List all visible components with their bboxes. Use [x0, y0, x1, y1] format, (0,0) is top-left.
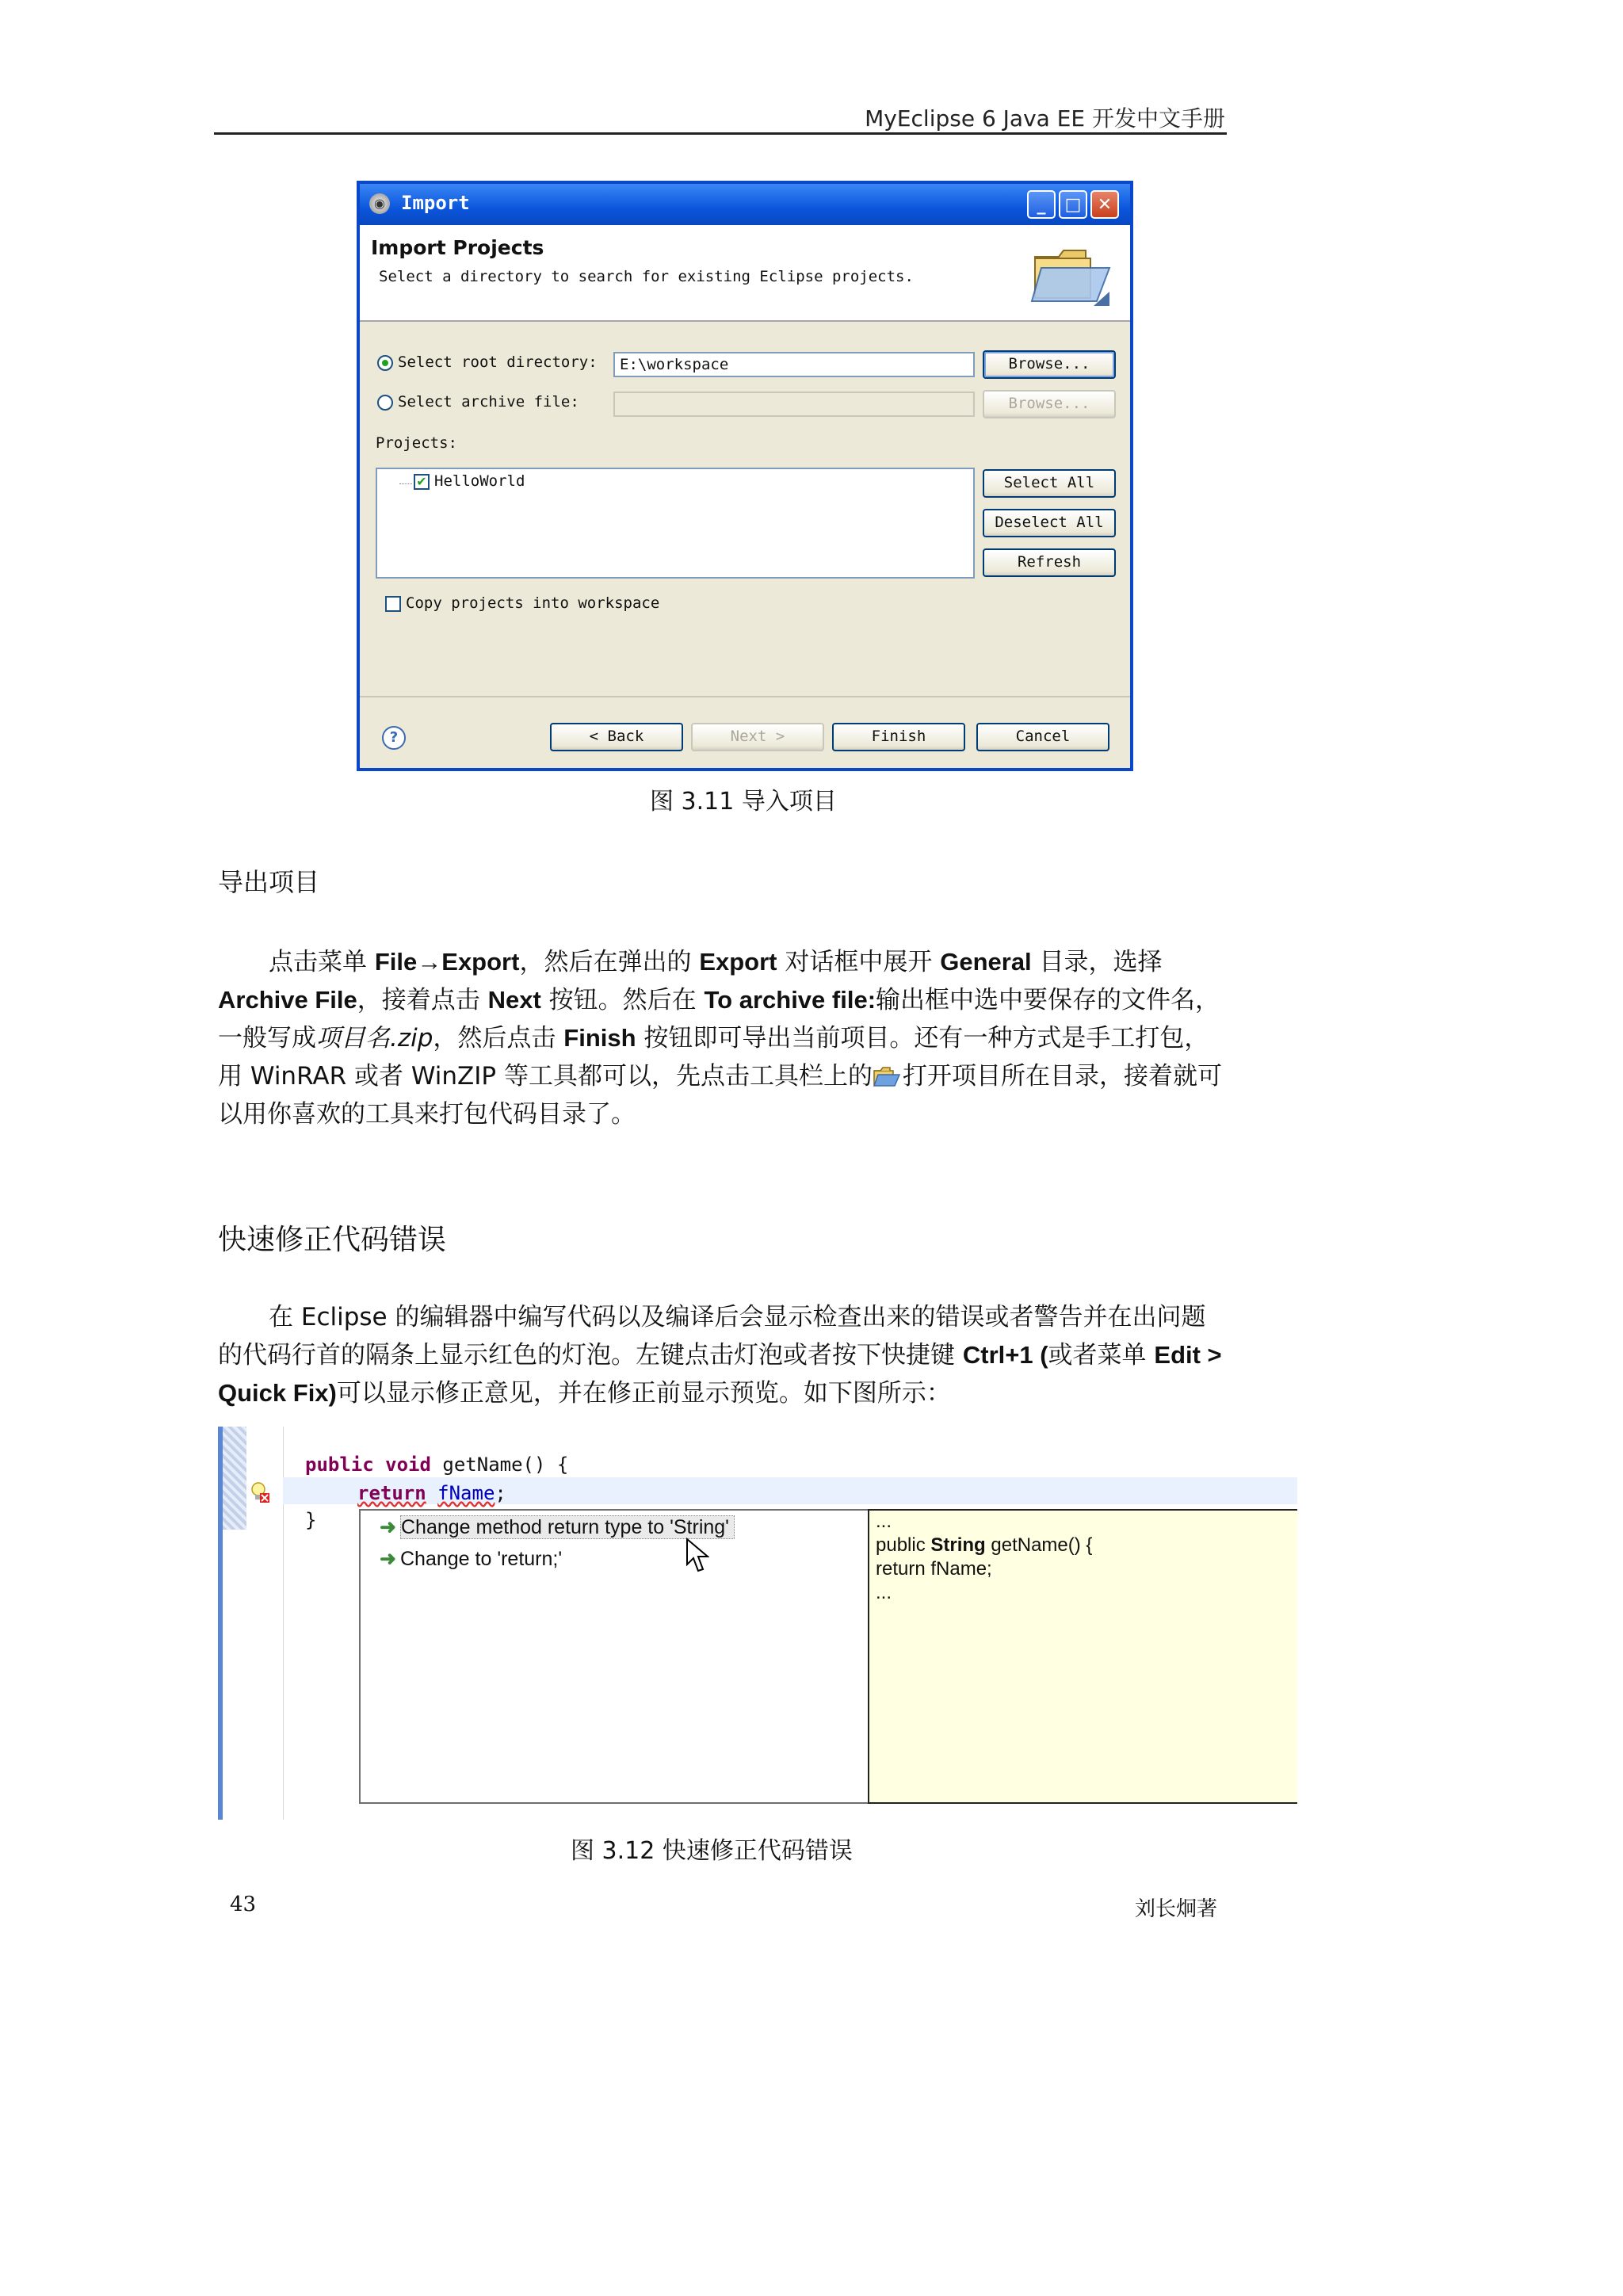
field-name: To archive file: — [704, 986, 876, 1014]
project-checkbox[interactable]: ✔ — [414, 474, 430, 490]
quickfix-screenshot — [218, 1427, 1297, 1820]
dialog-name: Export — [699, 948, 777, 976]
figure-caption-3-11: 图 3.11 导入项目 — [650, 788, 837, 816]
text-run: ，然后在弹出的 — [519, 948, 700, 976]
proposal-label: Change to 'return;' — [400, 1548, 563, 1570]
copy-projects-checkbox[interactable] — [385, 596, 401, 612]
text-run: ，接着点击 — [357, 986, 488, 1014]
help-icon[interactable]: ? — [382, 726, 406, 750]
wizard-name: Archive File — [218, 986, 357, 1014]
change-arrow-icon: ➜ — [380, 1548, 396, 1570]
projects-list[interactable] — [376, 468, 975, 579]
eclipse-app-icon: ◉ — [369, 193, 390, 214]
annotation-ruler — [223, 1427, 246, 1530]
page-number: 43 — [230, 1893, 257, 1916]
button-bar-separator — [360, 696, 1130, 697]
proposal-label: Change method return type to 'String' — [400, 1515, 735, 1539]
button-name: Next — [487, 986, 541, 1014]
quickfix-preview-pane — [868, 1509, 1297, 1804]
minimize-button[interactable]: _ — [1027, 190, 1056, 219]
import-dialog — [357, 181, 1133, 771]
text-run: 在 Eclipse 的编辑器中编写代码以及编译后会显示检查出来的错误或者警告并在出问题的代码行首的隔条上显示红色的灯泡。左键点击灯泡或者按下快捷键 — [218, 1303, 1206, 1370]
close-button[interactable]: ✕ — [1090, 190, 1119, 219]
export-paragraph — [218, 943, 1224, 1133]
quickfix-paragraph — [218, 1298, 1224, 1412]
copy-projects-label: Copy projects into workspace — [406, 594, 660, 612]
tree-connector — [399, 483, 412, 484]
text-run: 按钮。然后在 — [540, 986, 705, 1014]
wizard-title: Import Projects — [371, 236, 544, 259]
text-run: 可以显示修正意见，并在修正前显示预览。如下图所示： — [336, 1379, 951, 1408]
code-text: public — [876, 1534, 931, 1556]
archive-file-input[interactable] — [613, 392, 975, 417]
text-run: 点击菜单 — [269, 948, 375, 976]
dialog-title: Import — [401, 192, 470, 214]
proposal-item[interactable] — [380, 1515, 735, 1539]
text-run: ，然后点击 — [433, 1024, 564, 1052]
project-item[interactable]: HelloWorld — [434, 472, 525, 490]
code-line-3[interactable]: } — [305, 1509, 317, 1531]
preview-ellipsis: ... — [876, 1582, 892, 1603]
text-run: 对话框中展开 — [777, 948, 941, 976]
text-run: 目录，选择 — [1031, 948, 1163, 976]
category-name: General — [940, 948, 1032, 976]
text-run: 按钮即可导出当前项目。还有一种方式是手工打包，用 WinRAR 或者 WinZIP 等工具都可以，先点击工具栏上的 — [218, 1024, 1209, 1091]
file-name-example: 项目名.zip — [316, 1024, 433, 1052]
select-root-label: Select root directory: — [398, 353, 598, 371]
code-line-2[interactable] — [357, 1482, 506, 1504]
code-text: getName() { — [430, 1454, 569, 1476]
code-text: ; — [495, 1482, 506, 1504]
mouse-pointer-icon — [685, 1538, 709, 1574]
error-lightbulb-icon[interactable] — [250, 1480, 270, 1504]
maximize-button[interactable]: □ — [1059, 190, 1087, 219]
preview-signature — [876, 1534, 1092, 1557]
finish-button[interactable]: Finish — [832, 723, 965, 751]
preview-ellipsis: ... — [876, 1511, 892, 1532]
keyword: public void — [305, 1454, 431, 1476]
field-reference: fName — [437, 1482, 495, 1504]
browse-root-button[interactable]: Browse... — [983, 350, 1116, 379]
menu-path: File→Export — [374, 948, 520, 976]
next-button[interactable]: Next > — [691, 723, 824, 751]
back-button[interactable]: < Back — [550, 723, 683, 751]
figure-caption-3-12: 图 3.12 快速修正代码错误 — [571, 1837, 853, 1865]
menu-path: Edit > Quick Fix) — [218, 1341, 1222, 1407]
keyword: return — [357, 1482, 426, 1504]
code-text: getName() { — [985, 1534, 1093, 1556]
export-heading: 导出项目 — [218, 867, 320, 897]
cancel-button[interactable]: Cancel — [976, 723, 1109, 751]
quickfix-heading: 快速修正代码错误 — [218, 1224, 447, 1256]
projects-label: Projects: — [376, 434, 457, 452]
button-name: Finish — [563, 1024, 636, 1052]
wizard-banner — [360, 225, 1130, 322]
select-all-button[interactable]: Select All — [983, 469, 1116, 498]
refresh-button[interactable]: Refresh — [983, 548, 1116, 577]
root-directory-input[interactable]: E:\workspace — [613, 352, 975, 377]
open-folder-icon — [873, 1064, 903, 1087]
proposal-item[interactable] — [380, 1547, 562, 1571]
select-archive-label: Select archive file: — [398, 393, 579, 411]
dialog-titlebar — [360, 184, 1130, 225]
text-run: 打开项目所在目录，接着就可以用你喜欢的工具来打包代码目录了。 — [218, 1062, 1222, 1129]
select-root-radio[interactable] — [377, 355, 393, 371]
preview-return: return fName; — [876, 1558, 992, 1580]
change-arrow-icon: ➜ — [380, 1516, 396, 1538]
wizard-description: Select a directory to search for existing Eclipse projects. — [379, 268, 914, 285]
author: 刘长炯著 — [1135, 1897, 1218, 1921]
deselect-all-button[interactable]: Deselect All — [983, 509, 1116, 537]
changed-type: String — [930, 1534, 986, 1556]
running-header: MyEclipse 6 Java EE 开发中文手册 — [865, 105, 1225, 132]
browse-archive-button[interactable]: Browse... — [983, 390, 1116, 418]
select-archive-radio[interactable] — [377, 395, 393, 411]
shortcut-key: Ctrl+1 ( — [962, 1341, 1048, 1369]
editor-gutter — [246, 1427, 284, 1820]
text-run: 输出框中选中要保存的文件名，一般写成 — [218, 986, 1220, 1052]
header-rule — [214, 132, 1227, 135]
open-folder-icon — [1030, 239, 1113, 309]
code-line-1[interactable] — [305, 1454, 568, 1476]
text-run: 或者菜单 — [1048, 1341, 1155, 1370]
